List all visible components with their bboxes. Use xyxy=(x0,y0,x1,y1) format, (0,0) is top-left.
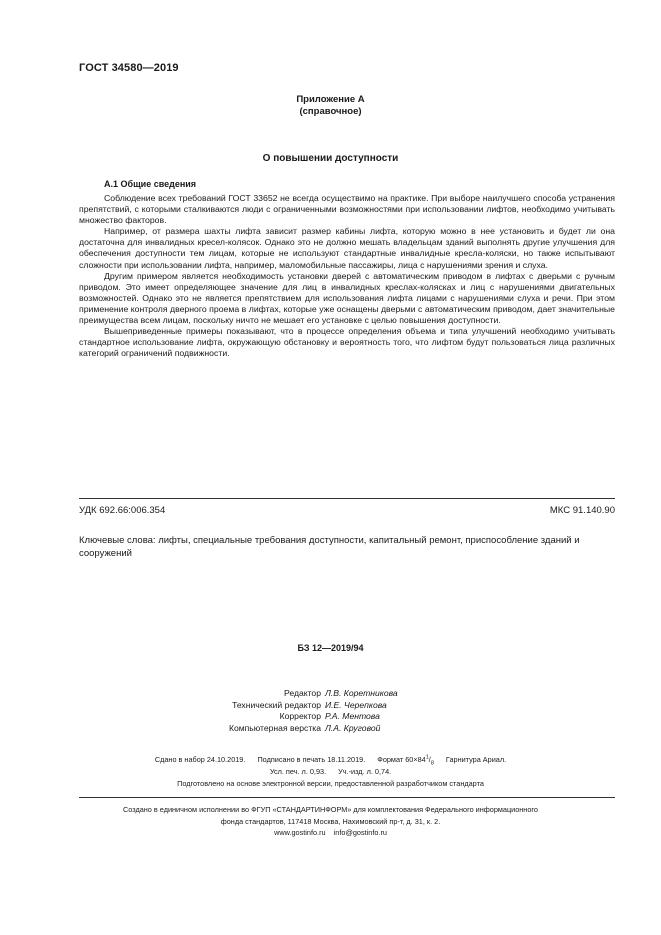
appendix-type: (справочное) xyxy=(299,106,362,117)
divider-top xyxy=(79,498,615,499)
paragraph-3: Другим примером является необходимость установки дверей с автоматическим приводом в лифтах с дверьми с ручным приводом. Это имеет определяющее значение для лиц в инвалидных креслах-колясках и лиц с нарушениями двигательных возможностей. Однако это не является препятствием для использования лифта лицами с нарушениями слуха и речи. При этом применение контроля дверного проема в лифтах, которые уже оснащены дверьми с автоматическим приводом, дает значительные преимущества всем лицам, поскольку ничто не мешает его установке с целью повышения доступности. xyxy=(79,270,615,326)
bz-number: БЗ 12—2019/94 xyxy=(297,643,364,653)
credit-role: Технический редактор xyxy=(232,699,321,710)
paragraph-1: Соблюдение всех требований ГОСТ 33652 не всегда осуществимо на практике. При выборе наилучшего способа устранения препятствий, с которыми сталкиваются люди с ограниченными возможностями при использовании лифтов, необходимо учитывать множество факторов. xyxy=(79,193,615,226)
paragraph-2: Например, от размера шахты лифта зависит размер кабины лифта, которую можно в нее установить и будет ли она достаточна для инвалидных кресел-колясок. Однако это не должно мешать владельцам зданий выполнять другие улучшения для обеспечения доступности тем лицам, которые не используют стандартные инвалидные кресла-коляски, но также испытывают сложности при использовании лифта, например, маломобильные пассажиры, лица с нарушениями зрения и слуха. xyxy=(79,226,615,270)
mks-code: МКС 91.140.90 xyxy=(549,505,615,516)
print-info-line-1 xyxy=(0,754,661,766)
footer-line-1: Создано в единичном исполнении во ФГУП «СТАНДАРТИНФОРМ» для комплектования Федерального информационного xyxy=(123,805,538,814)
divider-bottom xyxy=(79,797,615,798)
footer-line-2: фонда стандартов, 117418 Москва, Нахимовский пр-т, д. 31, к. 2. xyxy=(220,816,441,826)
paper-format: Формат $60\times 84^1/_8$ xyxy=(377,754,434,767)
credit-row xyxy=(200,688,398,700)
publisher-footer xyxy=(0,804,661,839)
credit-row xyxy=(200,700,398,712)
footer-contacts xyxy=(0,827,661,839)
credit-row xyxy=(200,723,398,735)
subsection-heading: А.1 Общие сведения xyxy=(104,179,197,189)
credit-row xyxy=(200,711,398,723)
credit-name: И.Е. Черепкова xyxy=(325,699,387,710)
udc-code: УДК 692.66:006.354 xyxy=(79,505,166,516)
credit-name: Л.А. Круговой xyxy=(325,722,381,733)
publication-sheets: Уч.-изд. л. 0,74. xyxy=(338,767,392,776)
document-code: ГОСТ 34580—2019 xyxy=(79,62,179,74)
credit-role: Редактор xyxy=(284,688,321,698)
credit-name: Л.В. Коретникова xyxy=(325,688,398,698)
keywords: Ключевые слова: лифты, специальные требования доступности, капитальный ремонт, приспособление зданий и сооружений xyxy=(79,535,580,559)
print-info xyxy=(0,754,661,790)
print-sheets: Усл. печ. л. 0,93. xyxy=(269,767,327,776)
paragraph-4: Вышеприведенные примеры показывают, что в процессе определения объема и типа улучшений необходимо учитывать стандартное использование лифта, окружающую обстановку и вероятность того, что лифтом будут пользоваться лица различных категорий ограничений подвижности. xyxy=(79,326,615,359)
submitted-date: Сдано в набор 24.10.2019. xyxy=(154,755,246,764)
credit-role: Компьютерная верстка xyxy=(228,722,321,733)
prepared-note: Подготовлено на основе электронной версии, предоставленной разработчиком стандарта xyxy=(177,779,484,788)
credits-block xyxy=(200,688,398,734)
credit-name: Р.А. Ментова xyxy=(325,711,380,721)
appendix-title: Приложение А xyxy=(296,94,365,105)
typeface: Гарнитура Ариал. xyxy=(445,755,507,764)
website-link[interactable]: www.gostinfo.ru xyxy=(274,828,326,837)
print-info-line-2 xyxy=(0,766,661,778)
body-text xyxy=(79,193,615,359)
section-title: О повышении доступности xyxy=(262,153,399,164)
credit-role: Корректор xyxy=(279,711,321,721)
signed-date: Подписано в печать 18.11.2019. xyxy=(257,755,366,764)
email-link[interactable]: info@gostinfo.ru xyxy=(333,828,387,837)
